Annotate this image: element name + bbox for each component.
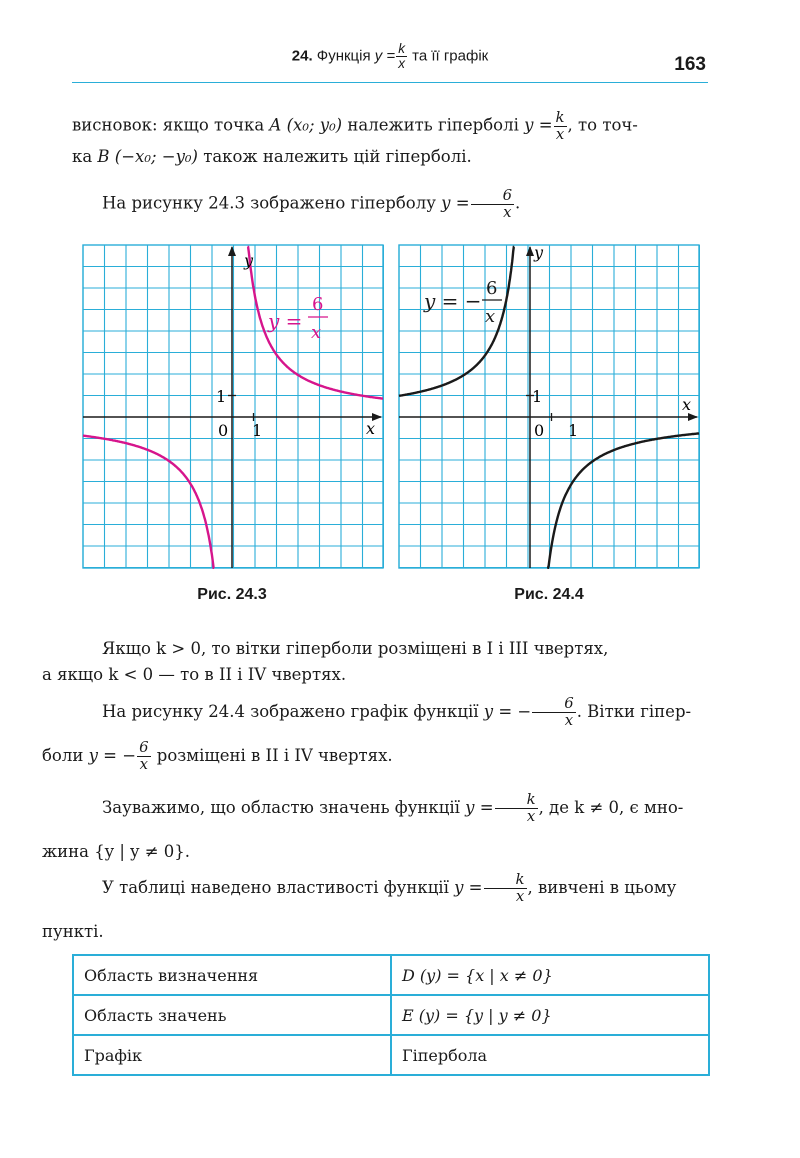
formula-denominator: x	[485, 306, 496, 327]
page-number: 163	[674, 54, 706, 75]
table-row	[73, 955, 709, 995]
table-cell-value: D (y) = {x | x ≠ 0}	[391, 955, 709, 995]
table-cell-value: E (y) = {y | y ≠ 0}	[391, 995, 709, 1035]
figure-caption-24-3: Рис. 24.3	[197, 586, 267, 603]
formula-lhs: y =	[268, 309, 303, 333]
fraction-k-over-x: $\frac{k}{x}$	[495, 792, 538, 824]
paragraph-conclusion: висновок: якщо точка A (x₀; y₀) належить гіперболі y = $\frac{k}{x}$ , то точ- ка B (−x₀; −y₀) також належить цій гіперболі.	[72, 108, 638, 167]
fraction-6-over-x: $\frac{6}{x}$	[139, 738, 149, 773]
table-row	[73, 1035, 709, 1075]
formula-denominator: x	[311, 322, 322, 343]
section-title: 24. Функція y = $\frac{k}{x}$ та її графік	[291, 41, 489, 72]
paragraph-quarters: Якщо k > 0, то вітки гіперболи розміщені в I і III чвертях, а якщо k < 0 — то в II і IV чвертях.	[42, 639, 609, 684]
hyperbola-branch-2	[83, 436, 214, 568]
table-cell-label: Область визначення	[73, 955, 391, 995]
formula-numerator: 6	[312, 294, 324, 315]
figure-24-4	[398, 244, 700, 569]
x-tick-label: 1	[568, 421, 579, 440]
properties-table	[72, 954, 710, 1076]
x-axis-arrow	[688, 413, 698, 421]
table-cell-label: Область значень	[73, 995, 391, 1035]
fraction-6-over-x: $\frac{6}{x}$	[471, 188, 514, 220]
formula-numerator: 6	[486, 278, 498, 299]
y-tick-label: 1	[216, 387, 227, 406]
section-number: 24.	[291, 47, 313, 65]
paragraph-range: Зауважимо, що областю значень функції y = $\frac{k}{x}$ , де k ≠ 0, є мно- жина {y | y ≠ 0}.	[42, 790, 684, 861]
grid	[83, 245, 384, 568]
running-header	[72, 40, 708, 83]
y-axis-label: y	[534, 244, 544, 262]
y-axis-arrow	[228, 246, 236, 256]
formula-lhs: y = −	[424, 289, 482, 313]
figure-caption-24-4: Рис. 24.4	[514, 586, 584, 603]
fraction-k-over-x: $\frac{k}{x}$	[555, 108, 565, 143]
y-axis-arrow	[526, 246, 534, 256]
y-tick-label: 1	[532, 387, 543, 406]
fraction-6-over-x: $\frac{6}{x}$	[532, 696, 575, 728]
paragraph-figure-24-4: На рисунку 24.4 зображено графік функції y = − $\frac{6}{x}$ . Вітки гіпер- боли y = − $\frac{6}{x}$ розміщені в II і IV чвертях.	[42, 694, 692, 773]
origin-label: 0	[218, 421, 229, 440]
fraction-k-over-x: $\frac{k}{x}$	[484, 872, 527, 904]
paragraph-table-intro: У таблиці наведено властивості функції y = $\frac{k}{x}$ , вивчені в цьому пункті.	[42, 870, 677, 941]
fraction-k-over-x: $\frac{k}{x}$	[398, 41, 405, 72]
x-axis-label: x	[366, 419, 376, 438]
y-axis-label: y	[244, 251, 254, 270]
table-row	[73, 995, 709, 1035]
x-tick-label: 1	[252, 421, 263, 440]
paragraph-figure-24-3: На рисунку 24.3 зображено гіперболу y = $\frac{6}{x}$ .	[102, 186, 521, 221]
x-axis-label: x	[682, 395, 692, 414]
origin-label: 0	[534, 421, 545, 440]
table-cell-label: Графік	[73, 1035, 391, 1075]
hyperbola-branch-1	[547, 433, 699, 568]
table-cell-value: Гіпербола	[391, 1035, 709, 1075]
figure-24-3	[82, 244, 384, 569]
axes	[83, 246, 382, 568]
